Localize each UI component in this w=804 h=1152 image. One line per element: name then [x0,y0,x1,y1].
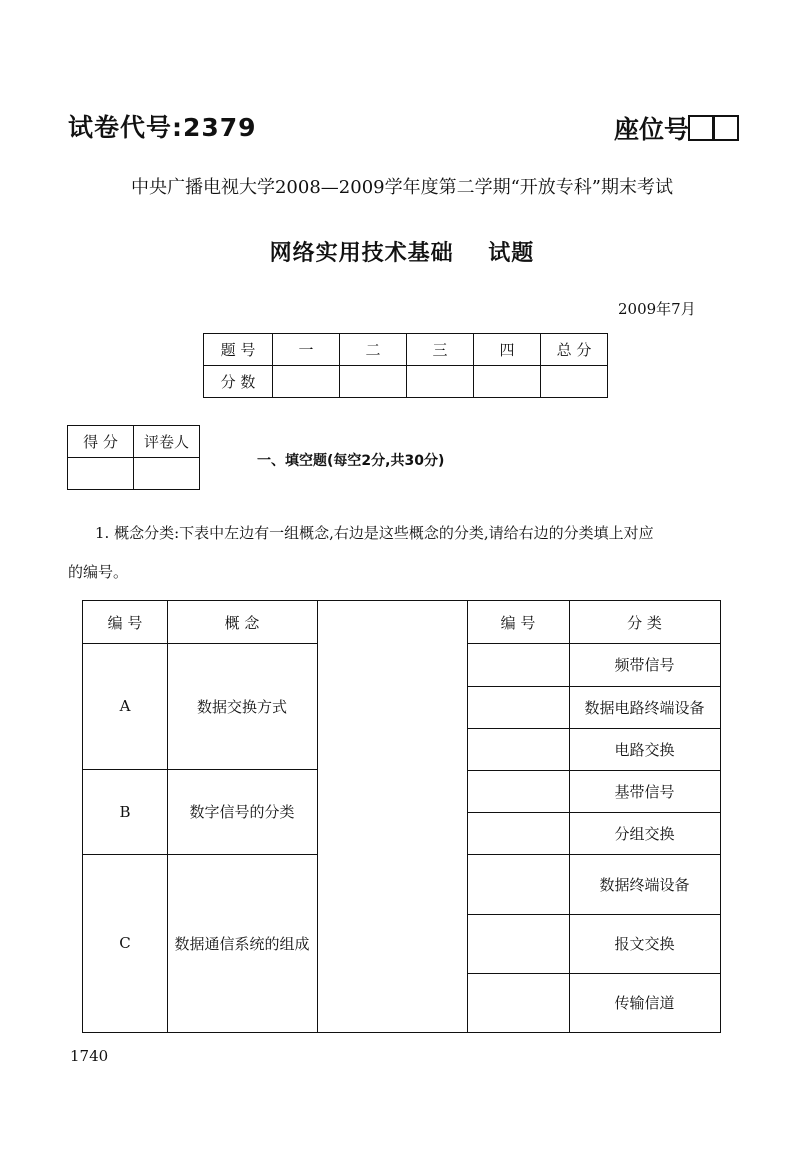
seat-number [614,110,739,146]
concept-text: 数据通信系统的组成 [174,934,310,953]
score-value-row [204,366,608,398]
seat-label: 座位号 [614,115,690,144]
section-heading: 一、填空题(每空2分,共30分) [257,453,445,469]
score-cell: 三 [407,334,474,366]
score-header-row [204,334,608,366]
right-number-header: 编 号 [500,613,536,632]
table-line [317,601,318,1032]
score-entry[interactable] [273,366,340,398]
paper-code: 试卷代号:2379 [68,113,257,142]
right-category-header: 分 类 [627,613,662,632]
category-item: 数据终端设备 [599,875,690,894]
score-entry[interactable] [474,366,541,398]
concept-text: 数据交换方式 [196,697,287,716]
seat-box[interactable] [713,115,739,141]
grader-score-entry[interactable] [68,458,134,490]
category-item: 电路交换 [614,740,675,759]
left-number-header: 编 号 [107,613,143,632]
category-item: 数据电路终端设备 [584,698,705,717]
concept-id: A [119,697,131,715]
score-entry[interactable] [407,366,474,398]
answer-entry[interactable] [467,770,569,812]
score-cell: 总 分 [541,334,608,366]
score-table [203,333,608,398]
answer-entry[interactable] [467,854,569,914]
category-item: 分组交换 [614,824,675,843]
category-item: 频带信号 [614,656,675,674]
classification-table [82,600,721,1033]
left-concept-header: 概 念 [224,613,260,632]
seat-box[interactable] [688,115,714,141]
answer-entry[interactable] [467,812,569,854]
answer-entry[interactable] [467,914,569,973]
concept-id: B [119,802,131,821]
score-entry[interactable] [340,366,407,398]
concept-text: 数字信号的分类 [189,803,295,821]
answer-entry[interactable] [467,686,569,728]
answer-entry[interactable] [467,973,569,1032]
grader-box [67,425,200,490]
category-item: 传输信道 [614,994,675,1012]
exam-title: 中央广播电视大学2008—2009学年度第二学期“开放专科”期末考试 [130,177,674,198]
question-text: 的编号。 [68,563,129,581]
category-item: 基带信号 [614,782,675,801]
page-number: 1740 [70,1047,109,1065]
answer-entry[interactable] [467,728,569,770]
question-text: 1. 概念分类:下表中左边有一组概念,右边是这些概念的分类,请给右边的分类填上对应 [95,524,654,542]
score-row-label: 分 数 [204,366,273,398]
score-cell: 题 号 [204,334,273,366]
category-item: 报文交换 [614,935,675,953]
score-cell: 四 [474,334,541,366]
answer-entry[interactable] [467,643,569,686]
exam-date: 2009年7月 [618,300,696,318]
grader-name-label: 评卷人 [134,426,200,458]
grader-score-label: 得 分 [68,426,134,458]
grader-name-entry[interactable] [134,458,200,490]
subject-title: 网络实用技术基础 试题 [269,241,535,266]
score-cell: 二 [340,334,407,366]
score-entry[interactable] [541,366,608,398]
score-cell: 一 [273,334,340,366]
concept-id: C [119,934,131,952]
